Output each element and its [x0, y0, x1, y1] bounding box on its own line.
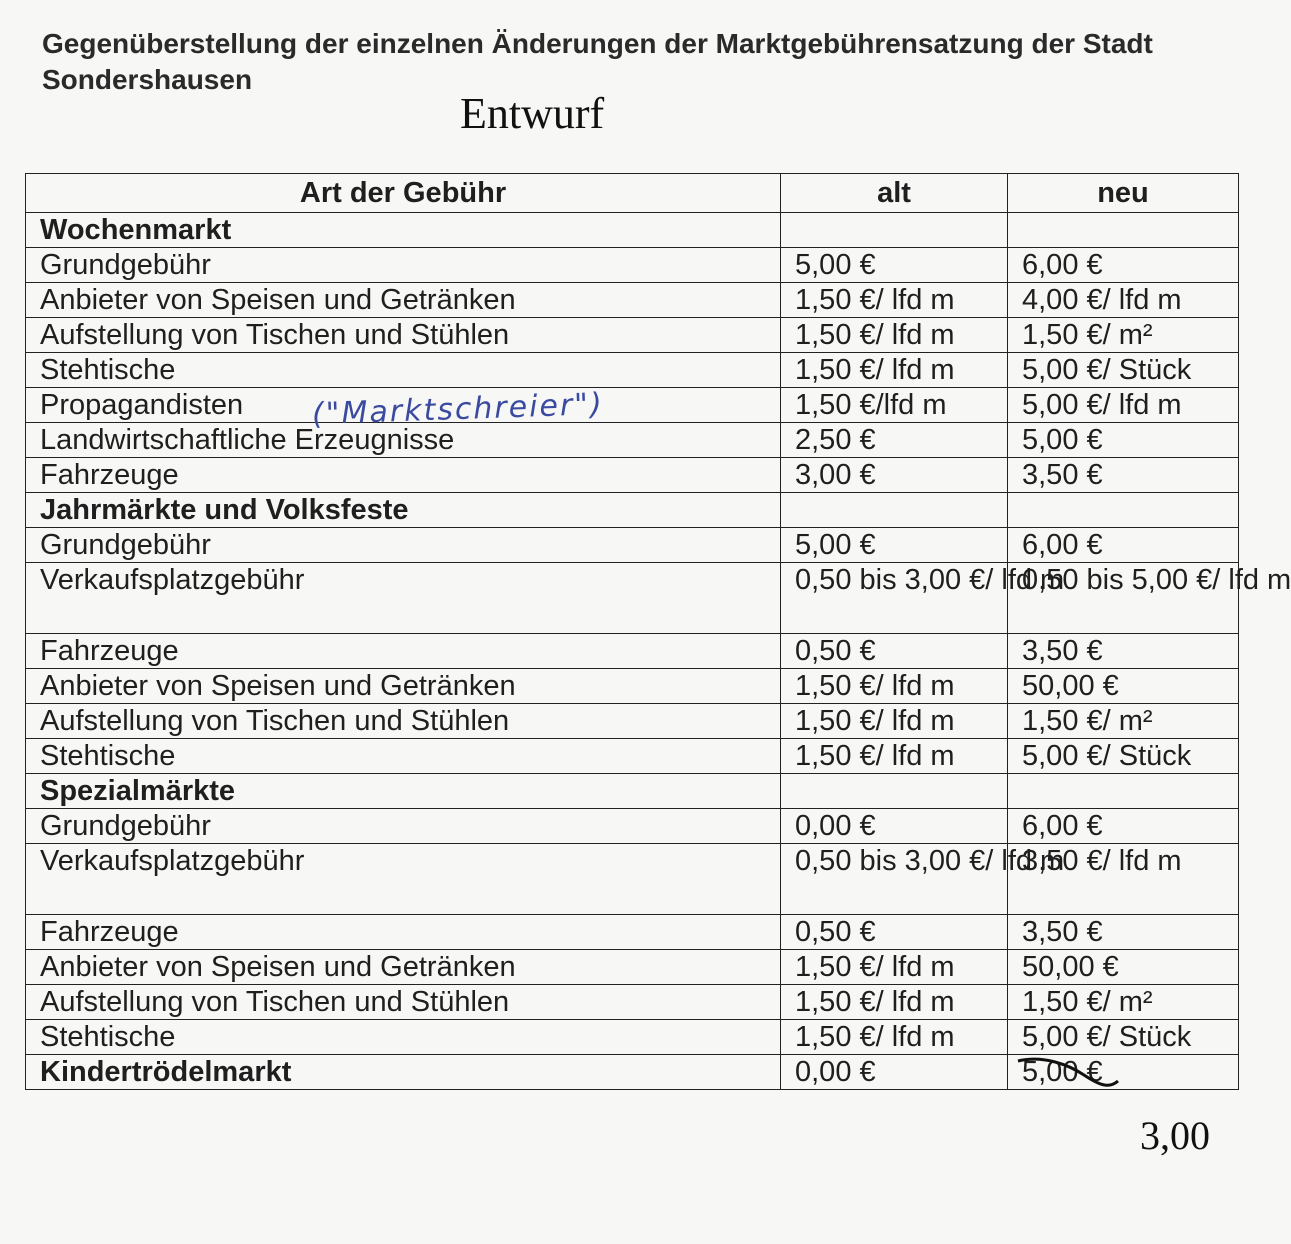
section-row: [26, 493, 1239, 528]
table-header-row: [26, 174, 1239, 213]
new-value: 3,50 €: [1008, 634, 1239, 669]
new-value: 50,00 €: [1008, 669, 1239, 704]
fee-type: Fahrzeuge: [26, 915, 781, 950]
old-value: 3,00 €: [781, 458, 1008, 493]
new-value: [1008, 1055, 1239, 1090]
table-row: [26, 283, 1239, 318]
section-name: Wochenmarkt: [26, 213, 781, 248]
new-value: 0,50 bis 5,00 €/ lfd m: [1008, 563, 1239, 634]
table-row: [26, 353, 1239, 388]
fee-type: Stehtische: [26, 1020, 781, 1055]
table-row: [26, 248, 1239, 283]
new-value: 5,00 €/ lfd m: [1008, 388, 1239, 423]
new-value: 1,50 €/ m²: [1008, 318, 1239, 353]
struck-value: 5,00 €: [1022, 1055, 1103, 1089]
old-value: 0,00 €: [781, 1055, 1008, 1090]
new-value: 5,00 €: [1008, 423, 1239, 458]
old-value: 1,50 €/ lfd m: [781, 669, 1008, 704]
table-row: [26, 669, 1239, 704]
fee-type: Aufstellung von Tischen und Stühlen: [26, 318, 781, 353]
section-row: [26, 774, 1239, 809]
old-value: 0,50 €: [781, 634, 1008, 669]
table-row: [26, 423, 1239, 458]
table-row: [26, 985, 1239, 1020]
fee-type: Aufstellung von Tischen und Stühlen: [26, 704, 781, 739]
new-value: 5,00 €/ Stück: [1008, 353, 1239, 388]
old-value: 0,50 bis 3,00 €/ lfd m: [781, 844, 1008, 915]
new-value: 4,00 €/ lfd m: [1008, 283, 1239, 318]
fee-type: Verkaufsplatzgebühr: [26, 844, 781, 915]
handwritten-note: ("Marktschreier"): [311, 386, 605, 433]
header-new: neu: [1008, 174, 1239, 213]
fee-type: Stehtische: [26, 353, 781, 388]
table-row: [26, 388, 1239, 423]
section-name: Kindertrödelmarkt: [26, 1055, 781, 1090]
old-value: 2,50 €: [781, 423, 1008, 458]
new-value: 3,50 €: [1008, 458, 1239, 493]
fee-type: Anbieter von Speisen und Getränken: [26, 669, 781, 704]
fee-type: Grundgebühr: [26, 528, 781, 563]
fee-type: Fahrzeuge: [26, 634, 781, 669]
table-row: [26, 844, 1239, 915]
old-value: 1,50 €/ lfd m: [781, 950, 1008, 985]
old-value: 0,50 bis 3,00 €/ lfd m: [781, 563, 1008, 634]
table-row: [26, 528, 1239, 563]
fee-comparison-table: [25, 173, 1291, 1090]
section-row: [26, 213, 1239, 248]
fee-type: Landwirtschaftliche Erzeugnisse: [26, 423, 781, 458]
document-title: Gegenüberstellung der einzelnen Änderungen der Marktgebührensatzung der Stadt Sondershausen: [42, 28, 1153, 95]
table-row: [26, 915, 1239, 950]
table-row: [26, 458, 1239, 493]
new-value: 1,50 €/ m²: [1008, 704, 1239, 739]
table-row: [26, 1020, 1239, 1055]
fee-type: Anbieter von Speisen und Getränken: [26, 950, 781, 985]
table-row: [26, 1055, 1239, 1090]
old-value: 1,50 €/ lfd m: [781, 985, 1008, 1020]
handwritten-correction: 3,00: [1140, 1113, 1210, 1158]
fee-type: Propagandisten: [26, 388, 781, 423]
section-name: Spezialmärkte: [26, 774, 781, 809]
new-value: 50,00 €: [1008, 950, 1239, 985]
old-value: 1,50 €/ lfd m: [781, 353, 1008, 388]
old-value: 5,00 €: [781, 248, 1008, 283]
new-value: 5,00 €/ Stück: [1008, 1020, 1239, 1055]
table-row: [26, 950, 1239, 985]
table-row: [26, 739, 1239, 774]
old-value: 1,50 €/ lfd m: [781, 704, 1008, 739]
fee-type: Fahrzeuge: [26, 458, 781, 493]
strikethrough-mark: [1014, 1051, 1124, 1091]
old-value: 1,50 €/ lfd m: [781, 283, 1008, 318]
table-row: [26, 563, 1239, 634]
fee-type: Grundgebühr: [26, 248, 781, 283]
fee-type: Anbieter von Speisen und Getränken: [26, 283, 781, 318]
old-value: 5,00 €: [781, 528, 1008, 563]
old-value: 0,00 €: [781, 809, 1008, 844]
section-name: Jahrmärkte und Volksfeste: [26, 493, 781, 528]
new-value: 6,00 €: [1008, 248, 1239, 283]
new-value: 6,00 €: [1008, 528, 1239, 563]
new-value: 3,50 €/ lfd m: [1008, 844, 1239, 915]
header-old: alt: [781, 174, 1008, 213]
table-row: [26, 809, 1239, 844]
new-value: 5,00 €/ Stück: [1008, 739, 1239, 774]
header-fee-type: Art der Gebühr: [26, 174, 781, 213]
fee-type: Aufstellung von Tischen und Stühlen: [26, 985, 781, 1020]
fee-type: Stehtische: [26, 739, 781, 774]
old-value: 1,50 €/ lfd m: [781, 739, 1008, 774]
new-value: 6,00 €: [1008, 809, 1239, 844]
new-value: 3,50 €: [1008, 915, 1239, 950]
draft-stamp: Entwurf: [460, 89, 605, 138]
old-value: 1,50 €/ lfd m: [781, 1020, 1008, 1055]
old-value: 0,50 €: [781, 915, 1008, 950]
old-value: 1,50 €/ lfd m: [781, 318, 1008, 353]
table-row: [26, 634, 1239, 669]
old-value: 1,50 €/lfd m: [781, 388, 1008, 423]
table-row: [26, 704, 1239, 739]
new-value: 1,50 €/ m²: [1008, 985, 1239, 1020]
fee-type: Verkaufsplatzgebühr: [26, 563, 781, 634]
fee-type: Grundgebühr: [26, 809, 781, 844]
table-row: [26, 318, 1239, 353]
